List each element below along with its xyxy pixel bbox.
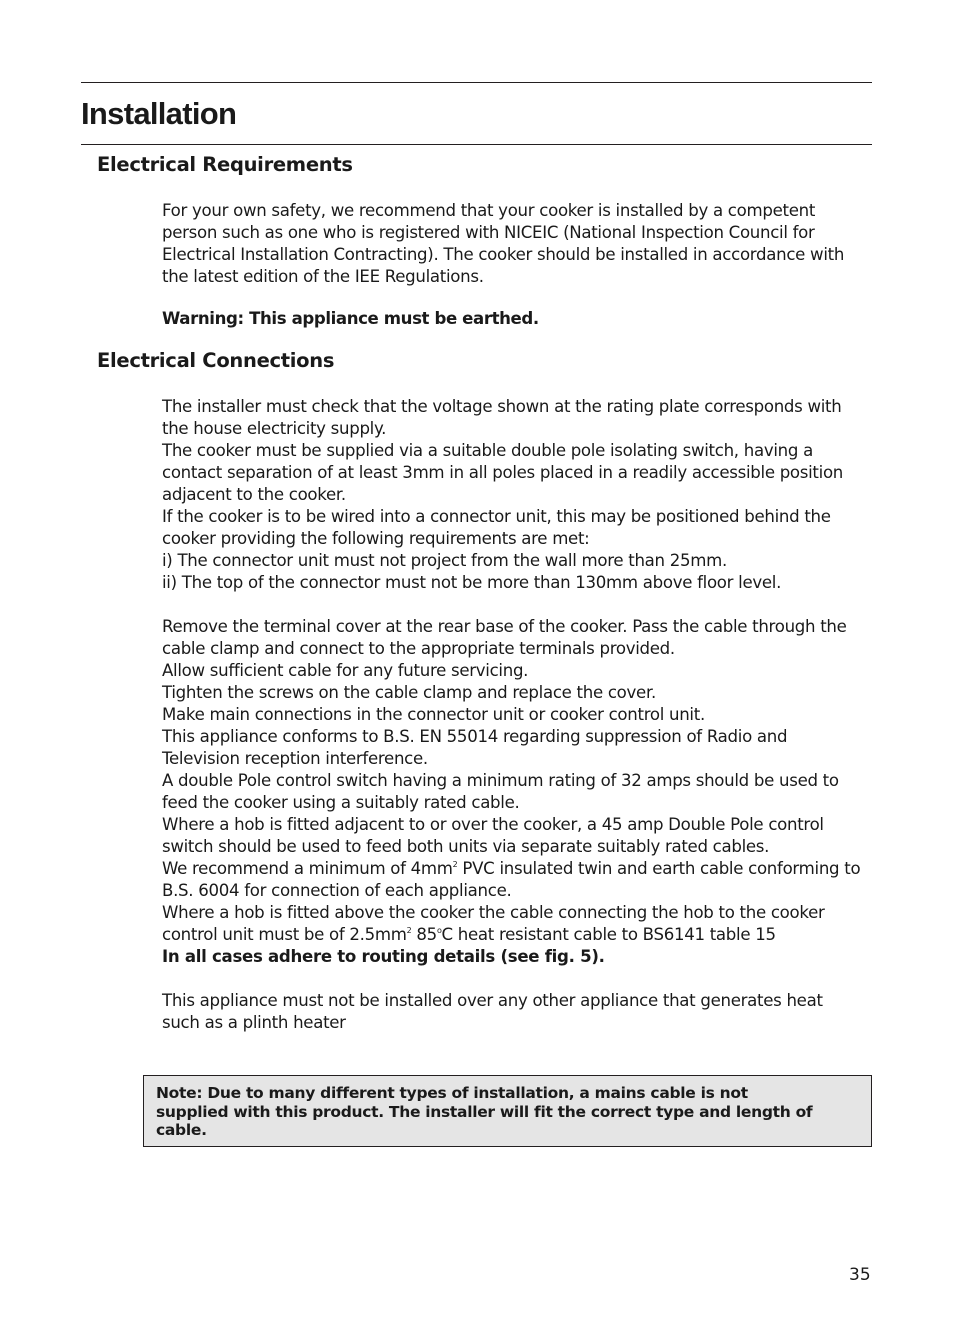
cable-recommendation-line bbox=[162, 858, 866, 880]
paragraph-line: such as a plinth heater bbox=[162, 1013, 346, 1032]
text-run: 85 bbox=[411, 925, 437, 944]
routing-instruction: In all cases adhere to routing details (see fig. 5). bbox=[162, 947, 605, 966]
note-text bbox=[156, 1084, 861, 1140]
title-underline-rule bbox=[81, 144, 872, 145]
paragraph-line: cooker providing the following requirements are met: bbox=[162, 529, 590, 548]
paragraph-line: contact separation of at least 3mm in all poles placed in a readily accessible position bbox=[162, 463, 844, 482]
paragraph-line: If the cooker is to be wired into a connector unit, this may be positioned behind the bbox=[162, 507, 831, 526]
paragraph-line: switch should be used to feed both units via separate suitably rated cables. bbox=[162, 837, 770, 856]
degree-superscript: o bbox=[436, 926, 442, 935]
paragraph-line: the latest edition of the IEE Regulations. bbox=[162, 267, 484, 286]
paragraph-line: Allow sufficient cable for any future servicing. bbox=[162, 661, 529, 680]
note-line: Note: Due to many different types of installation, a mains cable is not bbox=[156, 1084, 748, 1102]
paragraph-line: person such as one who is registered with NICEIC (National Inspection Council for bbox=[162, 223, 815, 242]
paragraph-line: Make main connections in the connector unit or cooker control unit. bbox=[162, 705, 705, 724]
note-box bbox=[143, 1075, 872, 1147]
electrical-requirements-text bbox=[162, 200, 866, 288]
text-run: C heat resistant cable to BS6141 table 15 bbox=[441, 925, 776, 944]
paragraph-gap bbox=[162, 968, 866, 990]
text-run: control unit must be of 2.5mm bbox=[162, 925, 407, 944]
paragraph-line: cable clamp and connect to the appropriate terminals provided. bbox=[162, 639, 675, 658]
paragraph-line: Tighten the screws on the cable clamp and replace the cover. bbox=[162, 683, 656, 702]
top-rule bbox=[81, 82, 872, 83]
paragraph-gap bbox=[162, 594, 866, 616]
hob-cable-line bbox=[162, 924, 866, 946]
paragraph-line: Television reception interference. bbox=[162, 749, 428, 768]
paragraph-line: Remove the terminal cover at the rear base of the cooker. Pass the cable through the bbox=[162, 617, 847, 636]
electrical-connections-text bbox=[162, 396, 866, 1034]
paragraph-line: adjacent to the cooker. bbox=[162, 485, 346, 504]
paragraph-line: feed the cooker using a suitably rated cable. bbox=[162, 793, 520, 812]
paragraph-line: The installer must check that the voltage shown at the rating plate corresponds with bbox=[162, 397, 842, 416]
paragraph-line: Where a hob is fitted adjacent to or over the cooker, a 45 amp Double Pole control bbox=[162, 815, 824, 834]
paragraph-line: The cooker must be supplied via a suitable double pole isolating switch, having a bbox=[162, 441, 813, 460]
page-title: Installation bbox=[81, 96, 237, 131]
page-number: 35 bbox=[849, 1265, 871, 1285]
requirement-item: ii) The top of the connector must not be more than 130mm above floor level. bbox=[162, 573, 782, 592]
earthing-warning: Warning: This appliance must be earthed. bbox=[162, 309, 539, 328]
requirement-item: i) The connector unit must not project from the wall more than 25mm. bbox=[162, 551, 727, 570]
text-run: We recommend a minimum of 4mm bbox=[162, 859, 453, 878]
superscript: 2 bbox=[406, 926, 412, 935]
paragraph-line: For your own safety, we recommend that your cooker is installed by a competent bbox=[162, 201, 816, 220]
paragraph-line: This appliance must not be installed over any other appliance that generates heat bbox=[162, 991, 823, 1010]
paragraph-line: Where a hob is fitted above the cooker the cable connecting the hob to the cooker bbox=[162, 903, 825, 922]
paragraph-line: Electrical Installation Contracting). The cooker should be installed in accordance with bbox=[162, 245, 845, 264]
superscript: 2 bbox=[452, 860, 458, 869]
electrical-requirements-heading: Electrical Requirements bbox=[97, 153, 353, 176]
note-line: cable. bbox=[156, 1121, 207, 1139]
note-line: supplied with this product. The installer will fit the correct type and length of bbox=[156, 1102, 813, 1121]
paragraph-line: the house electricity supply. bbox=[162, 419, 387, 438]
paragraph-line: B.S. 6004 for connection of each appliance. bbox=[162, 881, 512, 900]
text-run: PVC insulated twin and earth cable conforming to bbox=[457, 859, 861, 878]
electrical-connections-heading: Electrical Connections bbox=[97, 349, 335, 372]
paragraph-line: A double Pole control switch having a minimum rating of 32 amps should be used to bbox=[162, 771, 839, 790]
paragraph-line: This appliance conforms to B.S. EN 55014 regarding suppression of Radio and bbox=[162, 727, 788, 746]
